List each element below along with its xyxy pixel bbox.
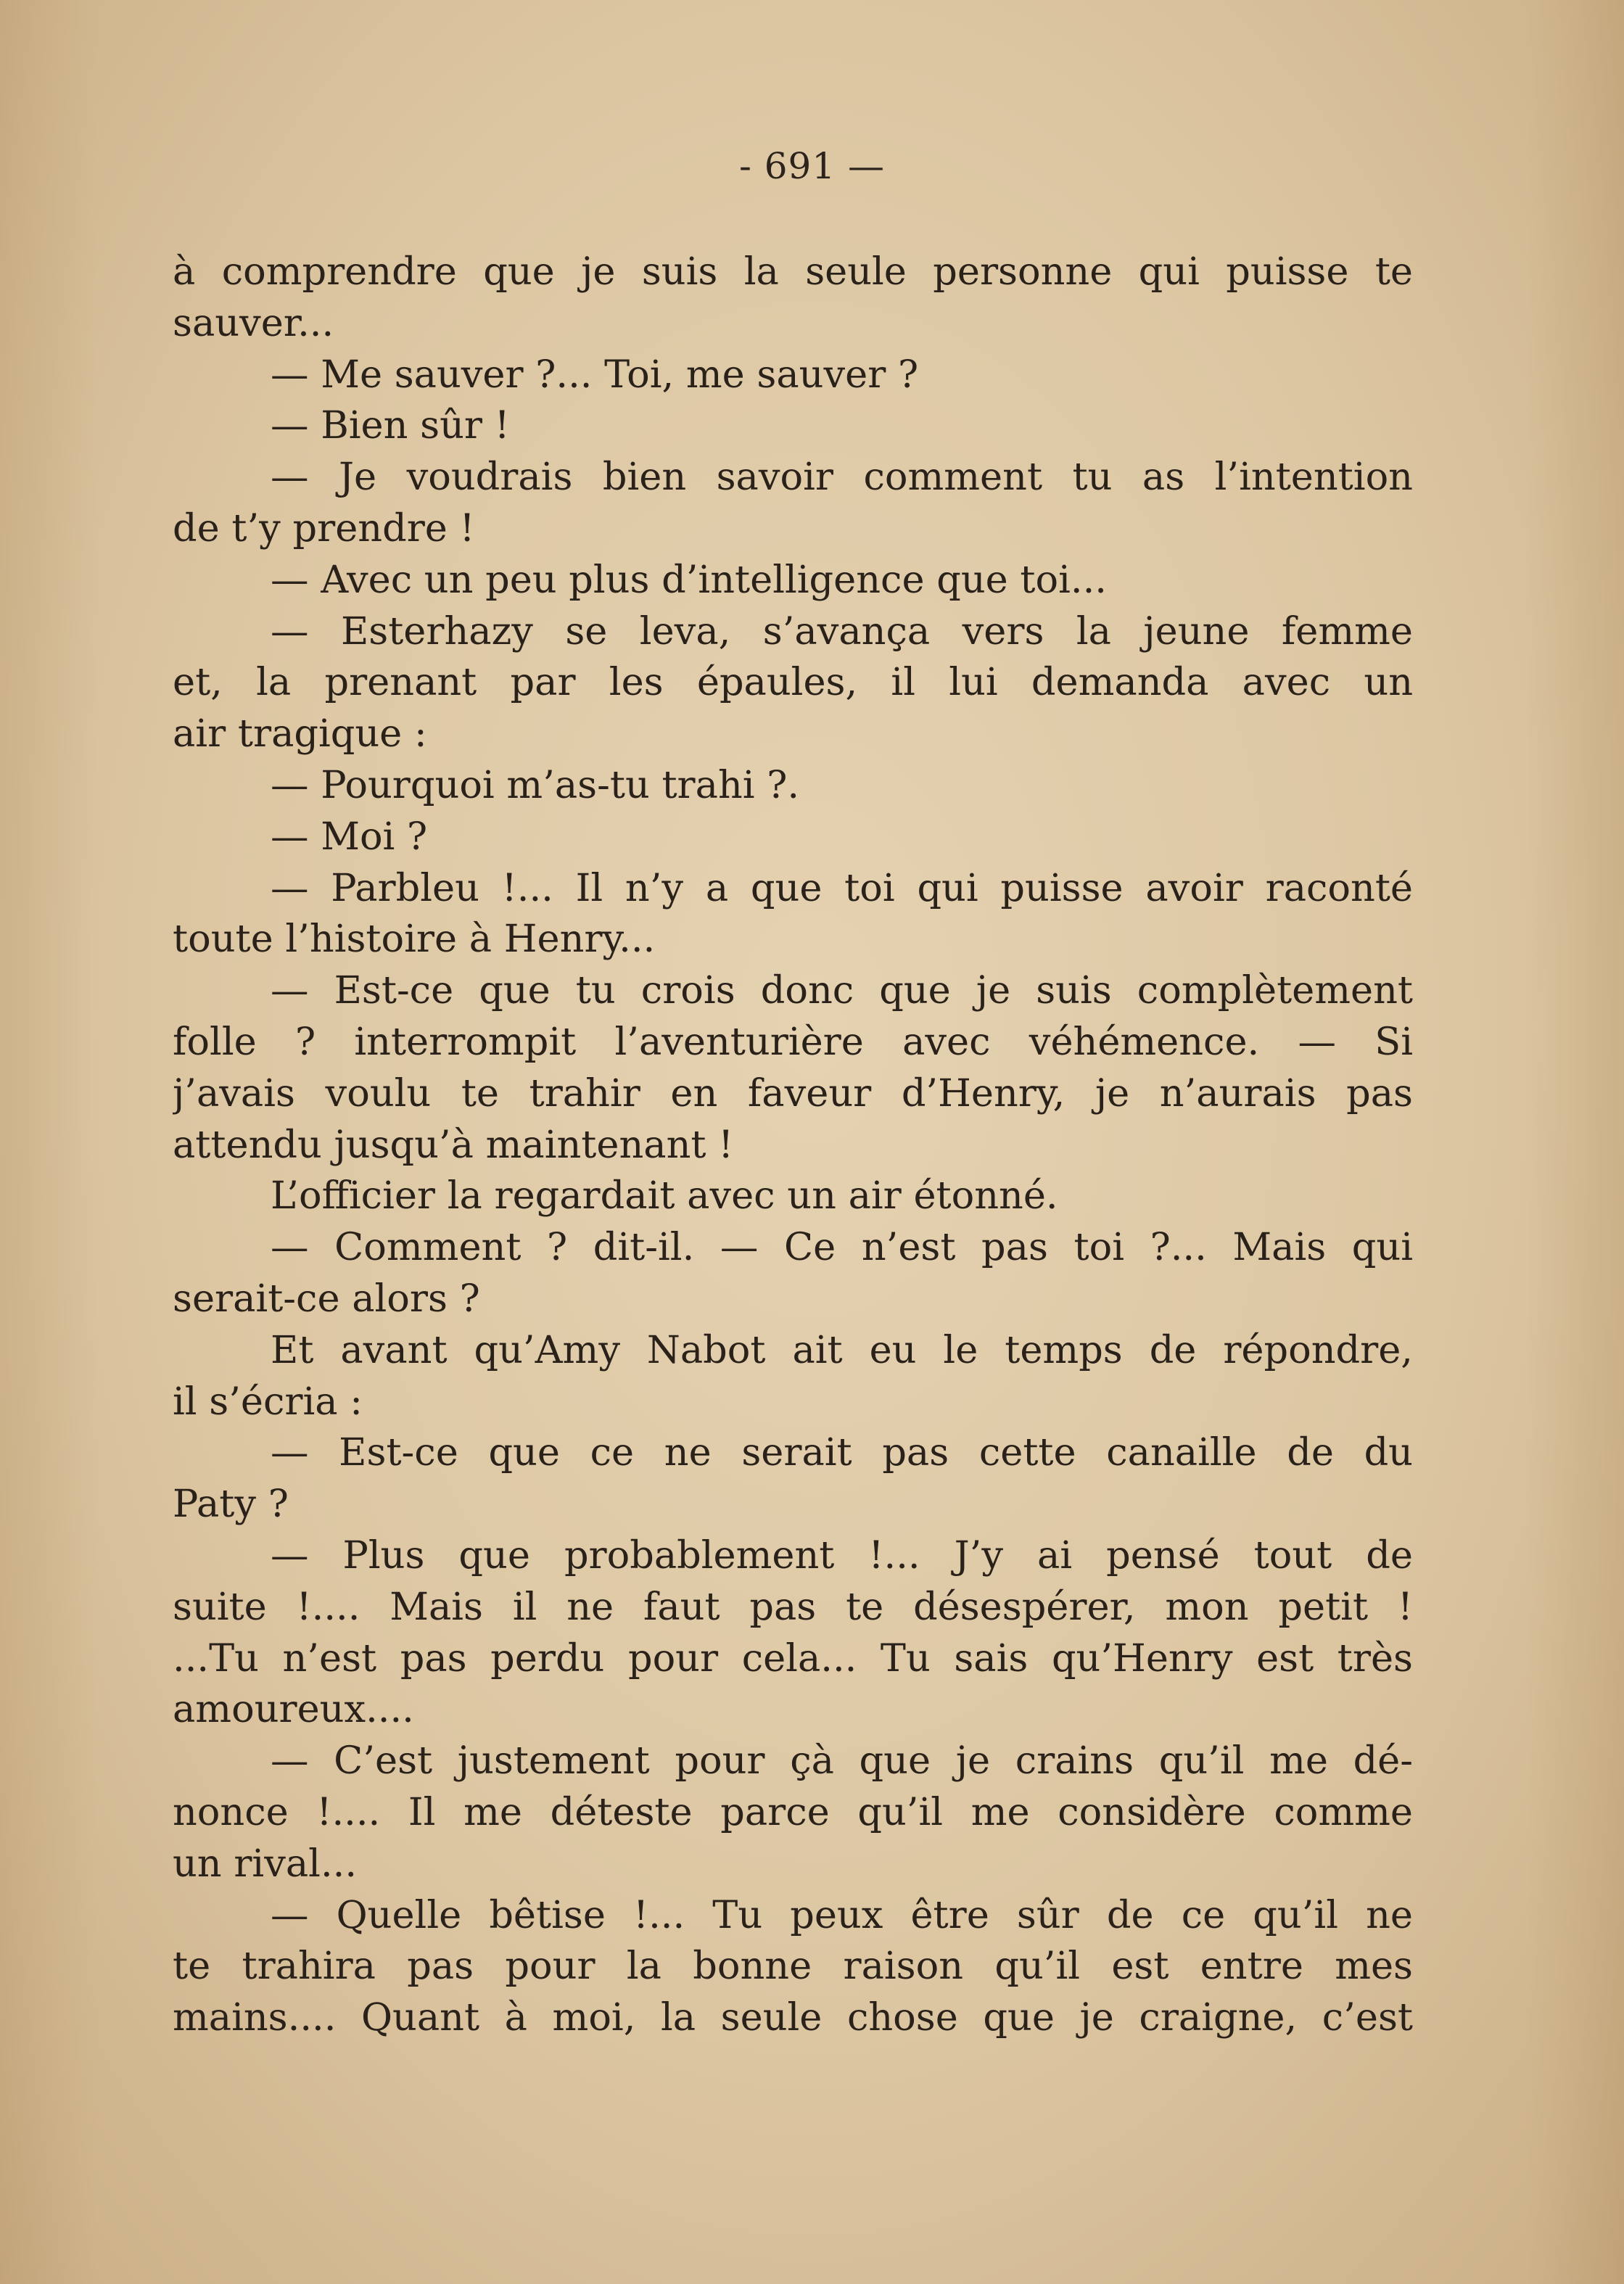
text-line: — Est-ce que tu crois donc que je suis complètement xyxy=(271,968,1413,1013)
text-line: ...Tu n’est pas perdu pour cela... Tu sais qu’Henry est très xyxy=(173,1636,1413,1681)
page-number: - 691 — xyxy=(738,145,886,187)
text-line: — Me sauver ?... Toi, me sauver ? xyxy=(271,352,919,397)
text-line: sauver... xyxy=(173,300,334,345)
text-line: Paty ? xyxy=(173,1482,289,1527)
text-line: folle ? interrompit l’aventurière avec véhémence. — Si xyxy=(173,1019,1413,1064)
text-line: — Bien sûr ! xyxy=(271,403,510,448)
text-line: — Avec un peu plus d’intelligence que toi... xyxy=(271,557,1107,602)
text-line: — Je voudrais bien savoir comment tu as l’intention xyxy=(271,455,1413,500)
text-line: — Pourquoi m’as-tu trahi ?. xyxy=(271,762,800,807)
text-line: un rival... xyxy=(173,1841,358,1886)
text-line: — Moi ? xyxy=(271,814,428,859)
text-line: nonce !.... Il me déteste parce qu’il me considère comme xyxy=(173,1789,1413,1834)
text-line: — Est-ce que ce ne serait pas cette canaille de du xyxy=(271,1430,1413,1475)
text-line: attendu jusqu’à maintenant ! xyxy=(173,1122,734,1167)
text-line: amoureux.... xyxy=(173,1687,414,1732)
body-text xyxy=(173,247,1413,2044)
text-line: j’avais voulu te trahir en faveur d’Henry, je n’aurais pas xyxy=(173,1071,1413,1116)
text-line: de t’y prendre ! xyxy=(173,506,475,551)
text-line: — Parbleu !... Il n’y a que toi qui puisse avoir raconté xyxy=(271,865,1413,910)
text-line: et, la prenant par les épaules, il lui demanda avec un xyxy=(173,660,1413,705)
text-line: air tragique : xyxy=(173,712,427,756)
text-line: L’officier la regardait avec un air étonné. xyxy=(271,1174,1058,1219)
text-line: mains.... Quant à moi, la seule chose que je craigne, c’est xyxy=(173,1995,1413,2040)
text-line: — C’est justement pour çà que je crains qu’il me dé- xyxy=(271,1739,1413,1784)
text-line: te trahira pas pour la bonne raison qu’il est entre mes xyxy=(173,1944,1413,1989)
text-line: — Quelle bêtise !... Tu peux être sûr de ce qu’il ne xyxy=(271,1892,1413,1937)
text-line: à comprendre que je suis la seule personne qui puisse te xyxy=(173,250,1413,294)
text-line: il s’écria : xyxy=(173,1379,363,1424)
text-line: Et avant qu’Amy Nabot ait eu le temps de répondre, xyxy=(271,1327,1413,1372)
text-line: suite !.... Mais il ne faut pas te désespérer, mon petit ! xyxy=(173,1584,1413,1629)
text-line: toute l’histoire à Henry... xyxy=(173,917,656,962)
text-line: — Plus que probablement !... J’y ai pensé tout de xyxy=(271,1533,1413,1578)
text-line: serait-ce alors ? xyxy=(173,1276,480,1321)
text-line: — Esterhazy se leva, s’avança vers la jeune femme xyxy=(271,609,1413,654)
text-line: — Comment ? dit-il. — Ce n’est pas toi ?... Mais qui xyxy=(271,1225,1413,1270)
